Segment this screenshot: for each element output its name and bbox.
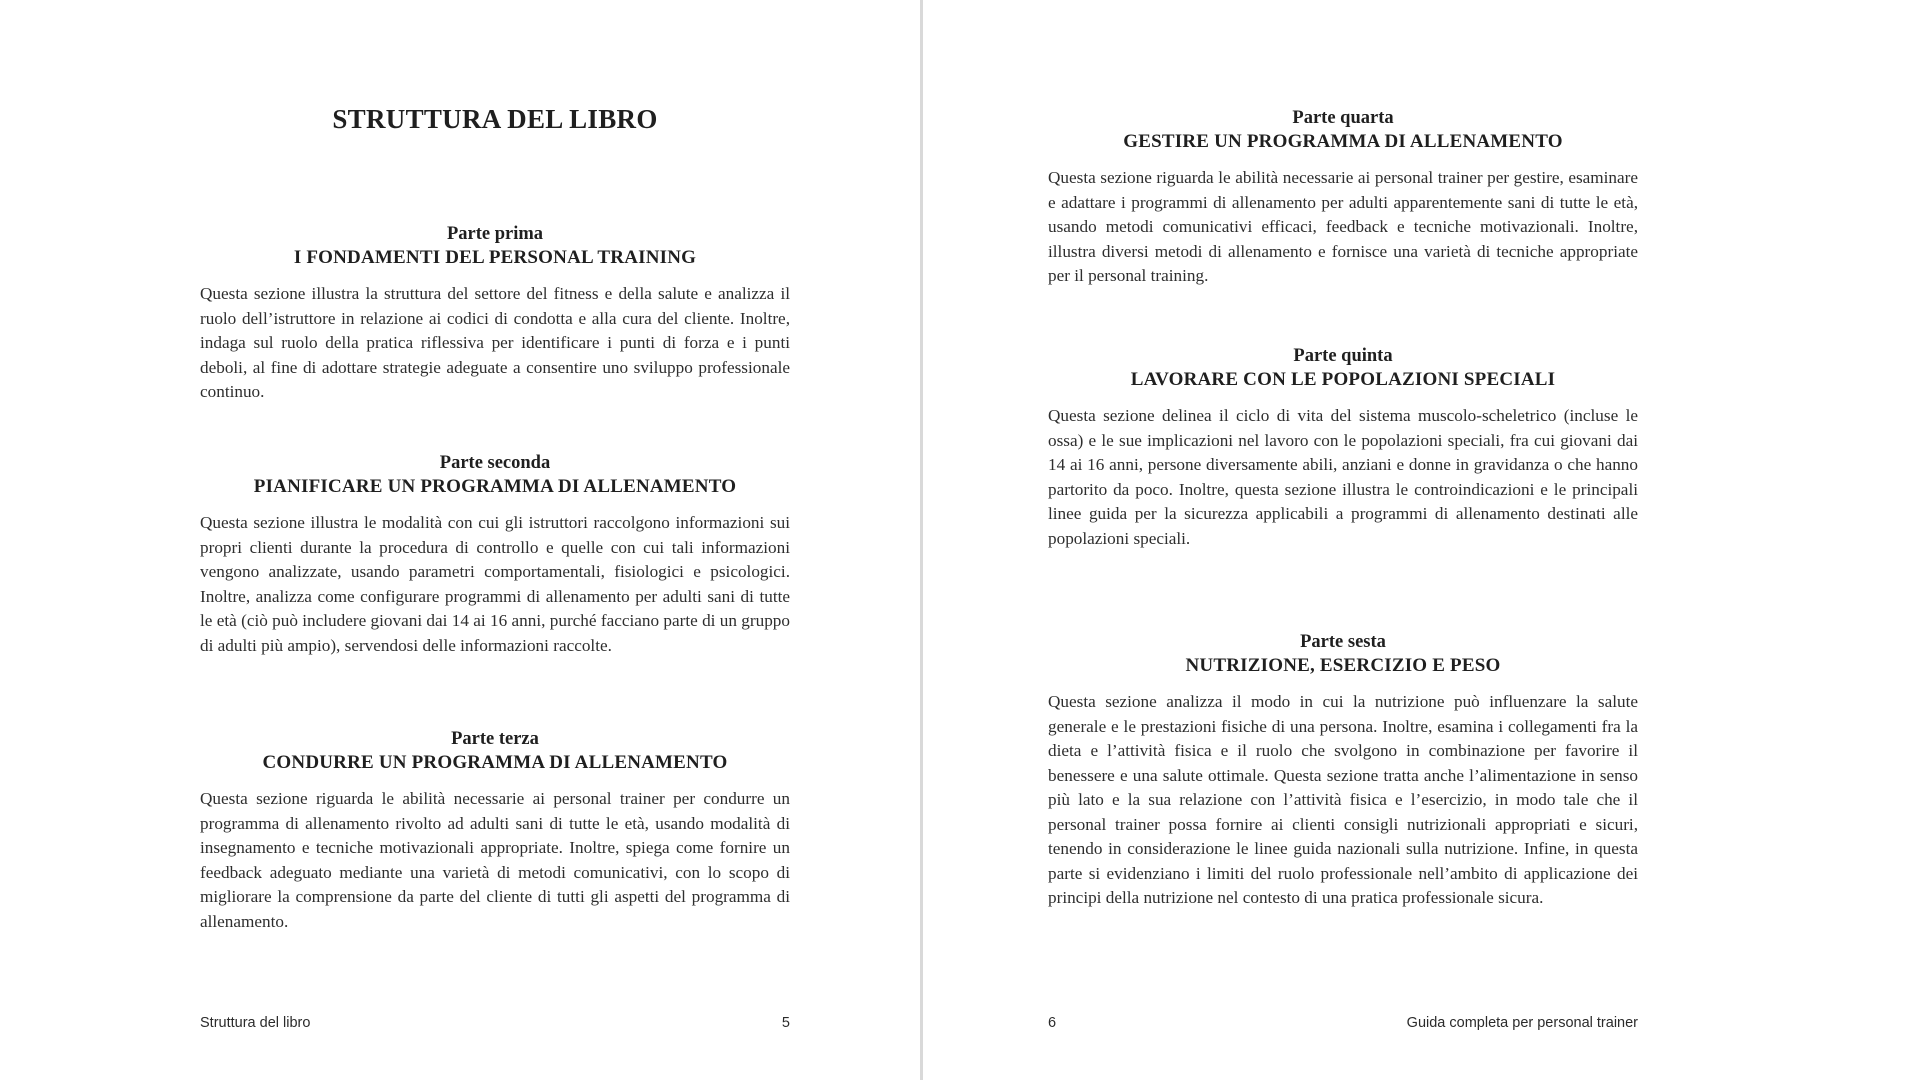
- part-label: Parte quarta: [1292, 108, 1394, 128]
- section-part-2: [200, 451, 790, 658]
- section-body: Questa sezione delinea il ciclo di vita del sistema muscolo-scheletrico (incluse le ossa) e le sue implicazioni nel lavoro con le popolazioni speciali, fra cui giovani dai 14 ai 16 anni, persone diversamente abili, anziani e donne in gravidanza o che hanno partorito da poco. Inoltre, questa sezione illustra le controindicazioni e le principali linee guida per la sicurezza applicabili a programmi di allenamento destinati alle popolazioni speciali.: [1048, 406, 1638, 548]
- page-gutter: [920, 0, 923, 1080]
- footer-running-title: Struttura del libro: [200, 1015, 311, 1031]
- page-number: 6: [1048, 1015, 1057, 1031]
- section-heading: [1048, 630, 1638, 678]
- part-label: Parte prima: [446, 224, 544, 244]
- part-title: NUTRIZIONE, ESERCIZIO E PESO: [1185, 655, 1501, 676]
- section-body: Questa sezione illustra la struttura del settore del fitness e della salute e analizza il ruolo dell’istruttore in relazione ai codici di condotta e alla cura del cliente. Inoltre, indaga sul ruolo della pratica riflessiva per identificare i punti di forza e i punti deboli, al fine di adottare strategie adeguate a consentire uno sviluppo professionale continuo.: [200, 284, 790, 401]
- left-page-column: [200, 0, 790, 1080]
- section-part-1: [200, 222, 790, 405]
- left-page: [0, 0, 920, 1080]
- right-page: [928, 0, 1920, 1080]
- part-title: LAVORARE CON LE POPOLAZIONI SPECIALI: [1130, 369, 1556, 390]
- section-heading: [200, 727, 790, 775]
- section-part-5: [1048, 344, 1638, 551]
- part-title: GESTIRE UN PROGRAMMA DI ALLENAMENTO: [1123, 131, 1563, 152]
- part-label: Parte terza: [451, 729, 539, 749]
- section-part-6: [1048, 630, 1638, 911]
- part-title: I FONDAMENTI DEL PERSONAL TRAINING: [293, 247, 697, 268]
- page-number: 5: [781, 1015, 790, 1031]
- section-body: Questa sezione riguarda le abilità necessarie ai personal trainer per gestire, esaminare e adattare i programmi di allenamento per adulti apparentemente sani di tutte le età, usando metodi comunicativi efficaci, feedback e tecniche motivazionali. Inoltre, illustra diversi metodi di allenamento e fornisce una varietà di tecniche appropriate per il personal training.: [1048, 168, 1638, 285]
- section-heading: [1048, 106, 1638, 154]
- section-part-4: [1048, 106, 1638, 289]
- part-title: CONDURRE UN PROGRAMMA DI ALLENAMENTO: [262, 752, 728, 773]
- footer-running-title: Guida completa per personal trainer: [1406, 1015, 1638, 1031]
- section-body: Questa sezione analizza il modo in cui la nutrizione può influenzare la salute generale e le prestazioni fisiche di una persona. Inoltre, esamina i collegamenti fra la dieta e l’attività fisica e il ruolo che svolgono in combinazione per favorire il benessere e una salute ottimale. Questa sezione tratta anche l’alimentazione in senso più lato e la sua relazione con l’attività fisica e l’esercizio, in modo tale che il personal trainer possa fornire ai clienti consigli nutrizionali appropriati e sicuri, tenendo in considerazione le linee guida nazionali sulla nutrizione. Infine, in questa parte si evidenziano i limiti del ruolo professionale nell’ambito di applicazione dei principi della nutrizione nel contesto di una pratica professionale sicura.: [1048, 692, 1638, 907]
- section-body: Questa sezione riguarda le abilità necessarie ai personal trainer per condurre un programma di allenamento rivolto ad adulti sani di tutte le età, usando modalità di insegnamento e tecniche motivazionali appropriate. Inoltre, spiega come fornire un feedback adeguato mediante una varietà di metodi comunicativi, con lo scopo di migliorare la comprensione da parte del cliente di tutti gli aspetti del programma di allenamento.: [200, 789, 790, 931]
- section-part-3: [200, 727, 790, 934]
- book-title: STRUTTURA DEL LIBRO: [332, 104, 658, 134]
- section-heading: [1048, 344, 1638, 392]
- part-title: PIANIFICARE UN PROGRAMMA DI ALLENAMENTO: [253, 476, 737, 497]
- right-page-column: [1048, 0, 1638, 1080]
- section-heading: [200, 451, 790, 499]
- part-label: Parte seconda: [439, 453, 551, 473]
- part-label: Parte sesta: [1300, 632, 1386, 652]
- section-heading: [200, 222, 790, 270]
- part-label: Parte quinta: [1293, 346, 1393, 366]
- section-body: Questa sezione illustra le modalità con cui gli istruttori raccolgono informazioni sui propri clienti durante la procedura di controllo e quelle con cui tali informazioni vengono analizzate, usando parametri comportamentali, fisiologici e psicologici. Inoltre, analizza come configurare programmi di allenamento per adulti sani di tutte le età (ciò può includere giovani dai 14 ai 16 anni, purché facciano parte di un gruppo di adulti più ampio), servendosi delle informazioni raccolte.: [200, 513, 790, 655]
